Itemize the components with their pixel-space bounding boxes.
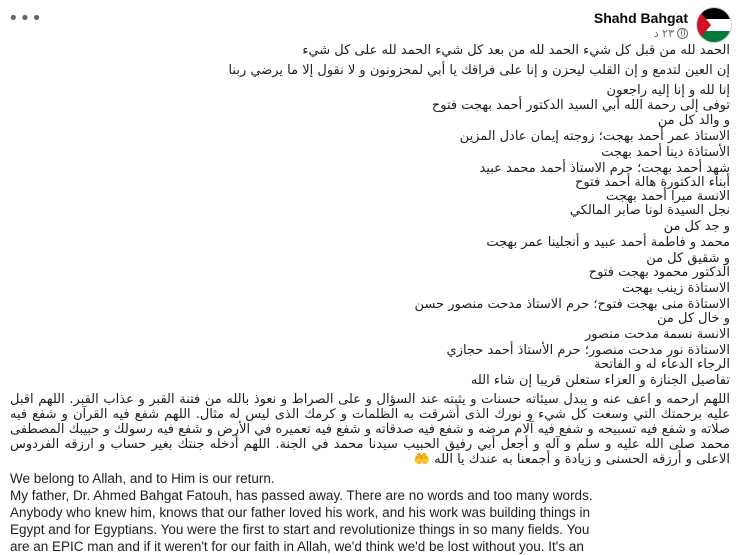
arabic-line: الانسة ميرا أحمد بهجت <box>605 189 730 204</box>
post-header-info <box>594 10 688 40</box>
arabic-line: توفى إلى رحمة الله أبي السيد الدكتور أحمد بهجت فتوح <box>431 98 730 113</box>
arabic-line: الاستاذة منى بهجت فتوح؛ حرم الاستاذ مدحت منصور حسن <box>414 297 730 312</box>
post-header <box>594 6 732 44</box>
arabic-line: إن العين لتدمع و إن القلب ليحزن و إنا على فراقك يا أبي لمحزونون و لا نقول إلا ما يرضي ربنا <box>228 63 730 78</box>
english-line: Anybody who knew him, knows that our father loved his work, and his work was building things in <box>10 505 591 520</box>
arabic-line: الاستاذة زينب بهجت <box>621 281 730 296</box>
english-line: are an EPIC man and if it weren't for our faith in Allah, we'd think we'd be lost without you. It's an <box>10 539 584 554</box>
arabic-line: الحمد لله من قبل كل شيء الحمد لله من بعد كل شيء الحمد لله على كل شيء <box>302 43 730 58</box>
arabic-line: تفاصيل الجنازة و العزاء ستعلن قريبا إن شاء الله <box>470 373 730 388</box>
arabic-line: و والد كل من <box>657 113 730 128</box>
arabic-line: الرجاء الدعاء له و الفاتحة <box>594 357 730 372</box>
arabic-line: إنا لله و إنا إليه راجعون <box>606 83 730 98</box>
arabic-line: أبناء الدكتورة هالة أحمد فتوح <box>574 175 730 190</box>
post-time[interactable]: ٢٣ د <box>653 27 674 40</box>
avatar[interactable] <box>696 7 732 43</box>
english-line: My father, Dr. Ahmed Bahgat Fatouh, has passed away. There are no words and too many words. <box>10 488 593 503</box>
arabic-line: شهد أحمد بهجت؛ حرم الاستاذ أحمد محمد عبيد <box>479 161 730 176</box>
arabic-line: الاستاذ عمر أحمد بهجت؛ زوجته إيمان عادل المزين <box>459 129 730 144</box>
english-line: Egypt and for Egyptians. You were the first to start and revolutionize things in so many fields. You <box>10 522 590 537</box>
post-meta <box>594 27 688 40</box>
globe-icon <box>677 28 688 39</box>
more-options-icon[interactable]: ••• <box>8 8 43 29</box>
arabic-line: و خال كل من <box>656 311 730 326</box>
arabic-line: الدكتور محمود بهجت فتوح <box>588 265 730 280</box>
author-name[interactable]: Shahd Bahgat <box>593 10 688 26</box>
arabic-line: محمد و فاطمة أحمد عبيد و أنجلينا عمر بهجت <box>486 235 730 250</box>
arabic-line: و جد كل من <box>663 219 730 234</box>
arabic-line: نجل السيدة لونا صابر المالكي <box>569 203 730 218</box>
arabic-line: الانسة نسمة مدحت منصور <box>584 327 730 342</box>
prayer-paragraph: اللهم ارحمه و اعف عنه و يبدل سيئاته حسنات و يثبته عند السؤال و على الصراط و نعوذ بالله من فتنة القبر و عذاب القبر. اللهم اقبل عليه برحمتك التي وسعت كل شيء و نورك الذى أشرقت به الظلمات و كرمك الذى ليس له مثال. اللهم شفع فيه القرآن و شفع فيه صلاته و شفع فيه تسبيحه و شفع فيه آلام مرضه و شفع فيه صدقاته و شفع فيه تعميره في الأرض و شفع فيه رسولك و حبيبك المصطفى محمد صلى الله عليه و سلم و آله و أجعل أبي رفيق الحبيب سيدنا محمد في الجنة. اللهم أدخله جنتك بغير حساب و ارزقه الفردوس الاعلى و أرزقه الحسنى و زيادة و أجمعنا به عندك يا الله 🤲 <box>10 392 730 467</box>
arabic-line: الأستاذة دينا أحمد بهجت <box>601 145 730 160</box>
english-line: We belong to Allah, and to Him is our return. <box>10 471 275 486</box>
post-english-text <box>10 470 732 555</box>
arabic-line: و شقيق كل من <box>646 251 730 266</box>
arabic-line: الاستاذة نور مدحت منصور؛ حرم الأستاذ أحمد حجازي <box>446 343 730 358</box>
